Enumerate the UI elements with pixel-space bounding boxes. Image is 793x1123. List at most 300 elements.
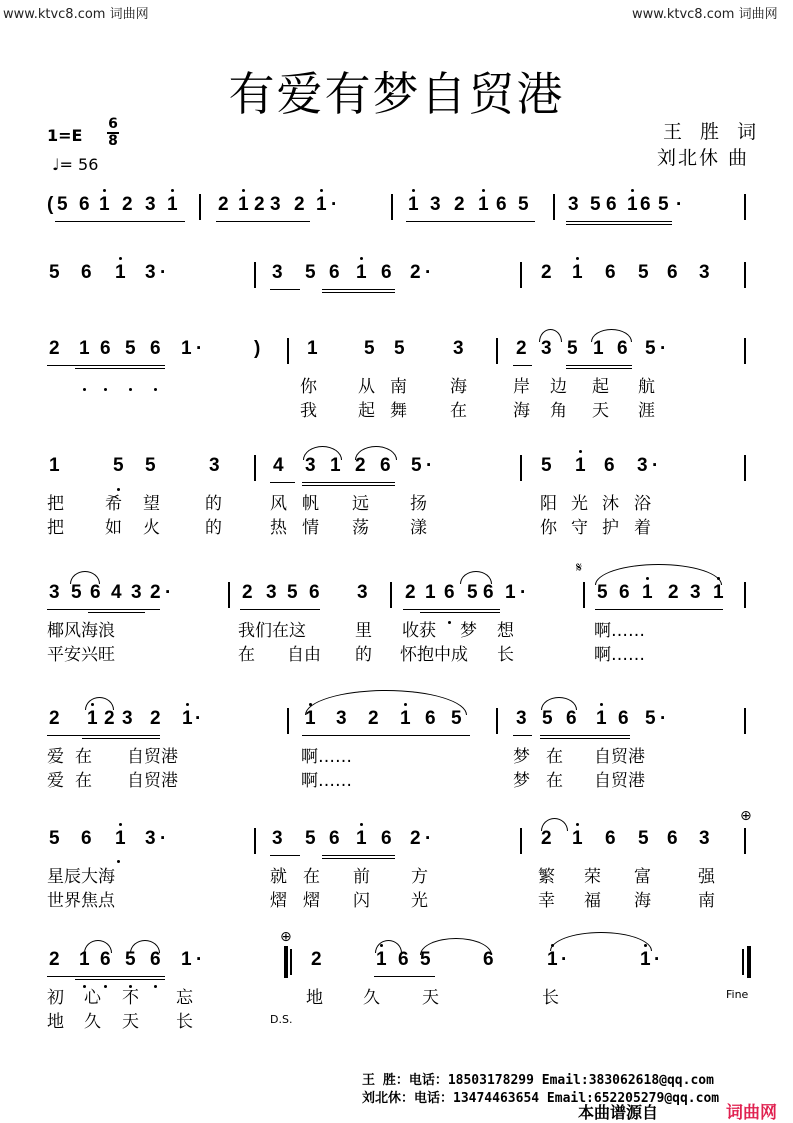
note: 5 [71, 582, 82, 603]
lyric-word: 航 [638, 377, 655, 397]
note: 1 [49, 455, 60, 476]
note: 6 [444, 582, 455, 603]
time-signature [106, 117, 120, 149]
lyric-word: 久 [84, 1012, 101, 1032]
beam-line [82, 738, 160, 739]
note: 3 [568, 194, 579, 215]
slur-mark [541, 697, 577, 710]
note: · [520, 582, 527, 603]
note: 2 [355, 455, 366, 476]
lyric-word: 南 [390, 377, 407, 397]
slur-mark [375, 940, 402, 953]
lyric-word: 浴 [634, 494, 651, 514]
note: 3 [131, 582, 142, 603]
note: 1 [572, 828, 583, 849]
beam-line [566, 224, 672, 225]
slur-mark [303, 446, 342, 460]
note: 2 [150, 582, 161, 603]
octave-dot [576, 823, 579, 826]
lyric-word: 里 [355, 621, 372, 641]
note: 5 [364, 338, 375, 359]
lyric-word: 在 [75, 747, 92, 767]
note: 6 [79, 194, 90, 215]
note: ) [254, 338, 261, 359]
note: 1 [593, 338, 604, 359]
lyric-word: 强 [698, 867, 715, 887]
note: 5 [411, 455, 422, 476]
beam-line [566, 368, 632, 369]
lyric-word: 扬 [410, 494, 427, 514]
slur-mark [541, 818, 568, 831]
note: 1 [547, 949, 558, 970]
octave-dot [103, 189, 106, 192]
lyric-word: 你 [300, 377, 317, 397]
beam-line [513, 365, 532, 366]
lyric-word: 星辰大海 [47, 867, 115, 887]
note: 2 [254, 194, 265, 215]
composer-credit: 刘北休 曲 [657, 147, 750, 169]
lyric-word: 在 [303, 867, 320, 887]
note: 6 [496, 194, 507, 215]
note: 6 [90, 582, 101, 603]
note: 2 [150, 708, 161, 729]
note: 3 [336, 708, 347, 729]
beam-line [406, 221, 535, 222]
lyric-word: 如 [105, 518, 122, 538]
note: 1 [596, 708, 607, 729]
lyric-word: 漾 [410, 518, 427, 538]
lyric-word: 荡 [352, 518, 369, 538]
lyricist-credit: 王 胜 词 [663, 121, 763, 143]
note: 2 [104, 708, 115, 729]
beam-line [374, 976, 435, 977]
note: · [160, 262, 167, 283]
note: 4 [111, 582, 122, 603]
beam-line [420, 612, 500, 613]
octave-dot [360, 823, 363, 826]
beam-line [47, 365, 165, 366]
note: 2 [410, 828, 421, 849]
note: 1 [115, 262, 126, 283]
beam-line [566, 221, 672, 222]
note: 6 [605, 262, 616, 283]
note: 3 [272, 262, 283, 283]
slur-mark [305, 690, 467, 715]
note: 3 [357, 582, 368, 603]
lyric-word: 方 [411, 867, 428, 887]
lyric-word: 梦 [460, 621, 477, 641]
octave-dot [119, 823, 122, 826]
slur-mark [591, 329, 632, 342]
note: · [561, 949, 568, 970]
segno-icon: 𝄋 [576, 560, 583, 576]
footer-contact-1: 王 胜：电话：18503178299 Email:383062618@qq.com [362, 1073, 714, 1088]
lyric-word: 长 [542, 988, 559, 1008]
note: 6 [617, 338, 628, 359]
note: 2 [49, 708, 60, 729]
note: 2 [454, 194, 465, 215]
note: 5 [305, 262, 316, 283]
note: 1 [713, 582, 724, 603]
lyric-word: 繁 [538, 867, 555, 887]
note: 6 [566, 708, 577, 729]
low-octave-dot [83, 985, 86, 988]
tempo-mark [52, 155, 98, 174]
lyric-word: 角 [550, 401, 567, 421]
note: · [195, 708, 202, 729]
note: · [160, 828, 167, 849]
lyric-word: 幸 [538, 891, 555, 911]
note: 2 [218, 194, 229, 215]
lyric-word: 远 [352, 494, 369, 514]
key-signature: 1=E [47, 126, 83, 145]
lyric-word: 海 [450, 377, 467, 397]
note: 1 [316, 194, 327, 215]
note: 6 [381, 828, 392, 849]
lyric-word: 自贸港 [594, 771, 645, 791]
note: · [660, 338, 667, 359]
lyric-word: 的 [205, 494, 222, 514]
slur-mark [70, 571, 100, 584]
note: 6 [618, 708, 629, 729]
final-barline-thick [747, 946, 751, 978]
note: 6 [150, 949, 161, 970]
repeat-barline [284, 946, 288, 978]
lyric-word: 长 [497, 645, 514, 665]
beam-line [270, 482, 295, 483]
note: 5 [597, 582, 608, 603]
lyric-word: 久 [363, 988, 380, 1008]
note: 6 [483, 949, 494, 970]
note: 5 [305, 828, 316, 849]
note: 3 [145, 262, 156, 283]
beam-line [302, 485, 395, 486]
slur-mark [539, 329, 562, 342]
note: 6 [329, 262, 340, 283]
lyric-word: 长 [176, 1012, 193, 1032]
note: 3 [145, 194, 156, 215]
low-octave-dot [154, 985, 157, 988]
note: 1 [642, 582, 653, 603]
note: · [426, 455, 433, 476]
octave-dot [631, 189, 634, 192]
page-title: 有爱有梦自贸港 [228, 67, 565, 121]
beam-line [302, 735, 470, 736]
note: 6 [81, 262, 92, 283]
beam-line [322, 855, 395, 856]
note: ( [47, 194, 54, 215]
note: 2 [294, 194, 305, 215]
beam-line [540, 738, 630, 739]
lyric-word: 望 [143, 494, 160, 514]
note: 5 [518, 194, 529, 215]
beam-line [322, 289, 395, 290]
lyric-word: 福 [584, 891, 601, 911]
lyric-word: 就 [270, 867, 287, 887]
time-signature-bottom: 8 [108, 132, 118, 149]
beam-line [55, 221, 185, 222]
octave-dot [482, 189, 485, 192]
octave-dot [576, 257, 579, 260]
fine-mark: Fine [726, 988, 749, 1001]
note: 2 [311, 949, 322, 970]
beam-line [47, 735, 160, 736]
notation-row [0, 338, 793, 364]
note: 2 [122, 194, 133, 215]
slur-mark [460, 571, 492, 584]
note: 5 [287, 582, 298, 603]
tempo-value: = 56 [59, 155, 99, 174]
slur-mark [130, 940, 160, 953]
note: 2 [668, 582, 679, 603]
lyric-word: 自贸港 [127, 747, 178, 767]
note: 3 [305, 455, 316, 476]
note: 6 [329, 828, 340, 849]
low-octave-dot [104, 388, 107, 391]
note: 5 [590, 194, 601, 215]
note: 2 [410, 262, 421, 283]
note: 5 [49, 828, 60, 849]
note: 1 [181, 949, 192, 970]
beam-line [322, 292, 395, 293]
note: 2 [541, 828, 552, 849]
lyric-word: 光 [411, 891, 428, 911]
beam-line [595, 609, 723, 610]
low-octave-dot [154, 388, 157, 391]
note: 3 [145, 828, 156, 849]
ds-mark: D.S. [270, 1013, 293, 1026]
note: 6 [100, 338, 111, 359]
beam-line [75, 979, 165, 980]
lyric-word: 啊…… [594, 645, 645, 665]
note: 2 [242, 582, 253, 603]
note: 5 [645, 708, 656, 729]
low-octave-dot [117, 488, 120, 491]
lyric-word: 边 [550, 377, 567, 397]
lyric-word: 在 [238, 645, 255, 665]
lyric-word: 富 [634, 867, 651, 887]
note: 2 [49, 949, 60, 970]
low-octave-dot [83, 388, 86, 391]
lyric-word: 热 [270, 518, 287, 538]
lyric-word: 自由 [287, 645, 321, 665]
note: 6 [640, 194, 651, 215]
repeat-barline-thin [290, 949, 292, 975]
lyric-word: 沐 [602, 494, 619, 514]
lyric-word: 阳 [540, 494, 557, 514]
lyric-word: 把 [47, 518, 64, 538]
note: 1 [307, 338, 318, 359]
beam-line [566, 365, 632, 366]
note: 1 [305, 708, 316, 729]
beam-line [75, 368, 165, 369]
slur-mark [84, 940, 112, 953]
note: 3 [430, 194, 441, 215]
lyric-word: 啊…… [301, 771, 352, 791]
footer-source: 本曲谱源自 [578, 1103, 659, 1122]
octave-dot [320, 189, 323, 192]
watermark-left: www.ktvc8.com 词曲网 [3, 7, 149, 22]
note: · [425, 262, 432, 283]
footer-contact-2: 刘北休：电话：13474463654 Email:652205279@qq.com [362, 1091, 720, 1106]
note: 4 [273, 455, 284, 476]
lyric-word: 收获 [402, 621, 436, 641]
lyric-word: 在 [75, 771, 92, 791]
note: · [676, 194, 683, 215]
lyric-word: 海 [513, 401, 530, 421]
lyric-word: 荣 [584, 867, 601, 887]
lyric-word: 平安兴旺 [47, 645, 115, 665]
note: 1 [356, 828, 367, 849]
lyric-word: 梦 [513, 771, 530, 791]
beam-line [216, 221, 310, 222]
beam-line [240, 609, 320, 610]
notation-row [0, 828, 793, 854]
lyric-word: 梦 [513, 747, 530, 767]
note: 5 [451, 708, 462, 729]
lyric-word: 爱 [47, 771, 64, 791]
low-octave-dot [129, 985, 132, 988]
note: 3 [266, 582, 277, 603]
note: 1 [640, 949, 651, 970]
lyric-word: 初 [47, 988, 64, 1008]
slur-mark [85, 697, 114, 710]
note: 3 [209, 455, 220, 476]
note: 1 [167, 194, 178, 215]
note: 5 [638, 828, 649, 849]
note: 5 [113, 455, 124, 476]
note: · [196, 949, 203, 970]
note: 6 [309, 582, 320, 603]
lyric-word: 起 [592, 377, 609, 397]
lyric-word: 不 [122, 988, 139, 1008]
lyric-word: 熠 [303, 891, 320, 911]
note: 6 [381, 262, 392, 283]
footer-brand[interactable]: 词曲网 [726, 1103, 777, 1123]
note: 2 [368, 708, 379, 729]
note: 5 [658, 194, 669, 215]
note: 5 [57, 194, 68, 215]
lyric-word: 自贸港 [594, 747, 645, 767]
note: 1 [425, 582, 436, 603]
note: 6 [667, 262, 678, 283]
beam-line [270, 855, 300, 856]
octave-dot [360, 257, 363, 260]
lyric-word: 地 [47, 1012, 64, 1032]
quarter-note-icon: ♩ [52, 155, 60, 174]
lyric-word: 情 [302, 518, 319, 538]
note: 6 [619, 582, 630, 603]
note: 5 [394, 338, 405, 359]
lyric-word: 南 [698, 891, 715, 911]
notation-row [0, 262, 793, 288]
note: 3 [637, 455, 648, 476]
note: 6 [483, 582, 494, 603]
note: · [425, 828, 432, 849]
note: 5 [638, 262, 649, 283]
low-octave-dot [129, 388, 132, 391]
note: 6 [150, 338, 161, 359]
lyric-word: 风 [270, 494, 287, 514]
lyric-word: 护 [602, 518, 619, 538]
beam-line [47, 976, 165, 977]
lyric-word: 守 [571, 518, 588, 538]
note: · [165, 582, 172, 603]
note: · [331, 194, 338, 215]
slur-mark [355, 446, 397, 460]
lyric-word: 在 [450, 401, 467, 421]
lyric-word: 你 [540, 518, 557, 538]
notation-row [0, 582, 793, 608]
low-octave-dot [448, 621, 451, 624]
note: 1 [478, 194, 489, 215]
note: 6 [81, 828, 92, 849]
lyric-word: 光 [571, 494, 588, 514]
lyric-word: 忘 [176, 988, 193, 1008]
note: 2 [49, 338, 60, 359]
note: 3 [272, 828, 283, 849]
octave-dot [186, 703, 189, 706]
note: 2 [516, 338, 527, 359]
low-octave-dot [104, 985, 107, 988]
watermark-right: www.ktvc8.com 词曲网 [632, 7, 778, 22]
lyric-word: 火 [143, 518, 160, 538]
note: 1 [575, 455, 586, 476]
beam-line [47, 609, 160, 610]
lyric-word: 自贸港 [127, 771, 178, 791]
beam-line [322, 858, 395, 859]
lyric-word: 爱 [47, 747, 64, 767]
lyric-word: 从 [358, 377, 375, 397]
note: · [654, 949, 661, 970]
lyric-word: 天 [422, 988, 439, 1008]
lyric-word: 我 [300, 401, 317, 421]
lyric-word: 心 [84, 988, 101, 1008]
lyric-word: 海 [634, 891, 651, 911]
note: 1 [79, 338, 90, 359]
time-signature-top: 6 [108, 116, 118, 132]
octave-dot [600, 703, 603, 706]
note: 1 [627, 194, 638, 215]
note: · [660, 708, 667, 729]
note: 6 [605, 828, 616, 849]
note: 1 [356, 262, 367, 283]
note: 5 [567, 338, 578, 359]
lyric-word: 在 [546, 771, 563, 791]
note: 5 [467, 582, 478, 603]
notation-row [0, 194, 793, 220]
lyric-word: 啊…… [594, 621, 645, 641]
note: 3 [699, 828, 710, 849]
beam-line [270, 289, 300, 290]
slur-mark [595, 564, 722, 585]
lyric-word: 的 [355, 645, 372, 665]
note: 6 [606, 194, 617, 215]
note: 1 [79, 949, 90, 970]
lyric-word: 椰风海浪 [47, 621, 115, 641]
note: 2 [405, 582, 416, 603]
note: 1 [376, 949, 387, 970]
note: 1 [572, 262, 583, 283]
lyric-word: 天 [122, 1012, 139, 1032]
lyric-word: 在 [546, 747, 563, 767]
note: 6 [667, 828, 678, 849]
note: 6 [604, 455, 615, 476]
note: 5 [645, 338, 656, 359]
note: 1 [115, 828, 126, 849]
note: 6 [100, 949, 111, 970]
note: 1 [505, 582, 516, 603]
